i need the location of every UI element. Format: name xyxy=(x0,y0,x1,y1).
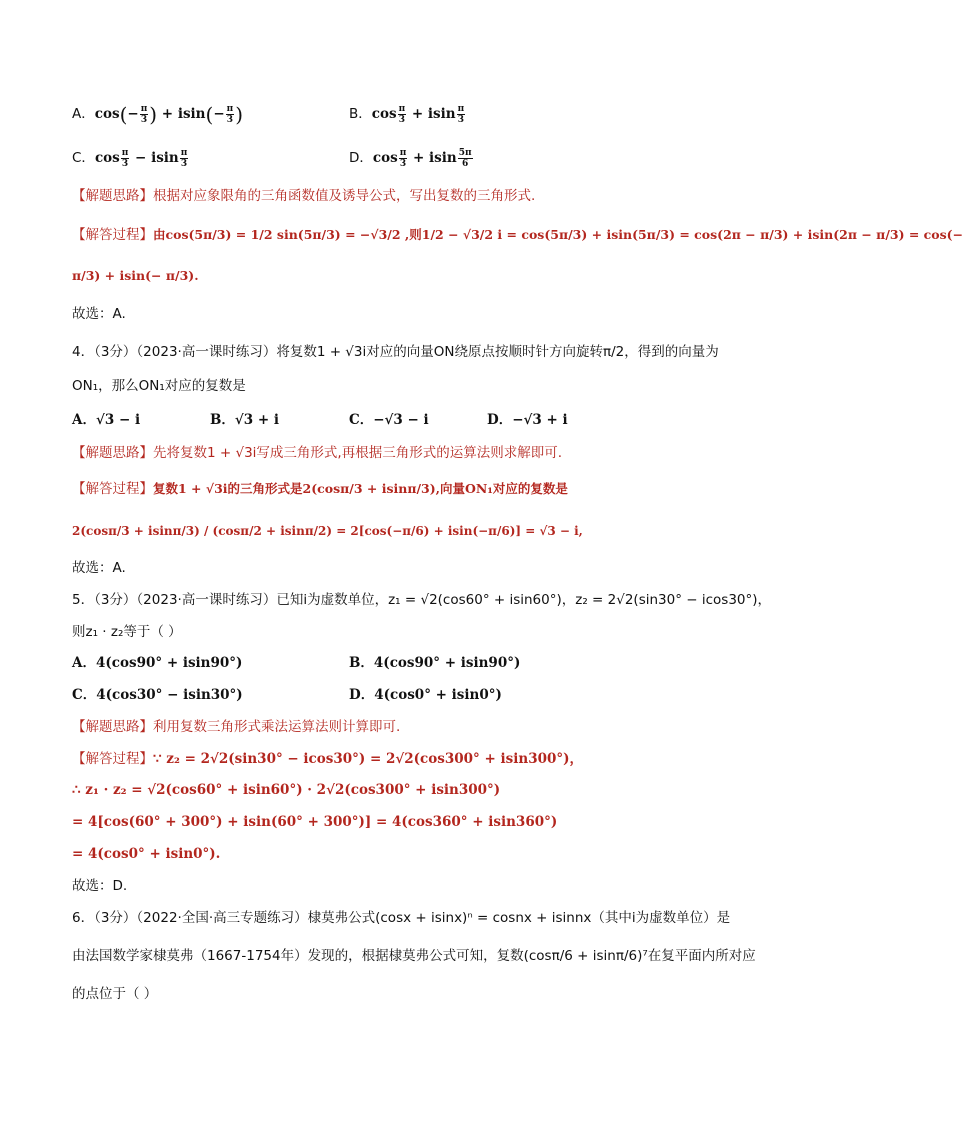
q3-option-c-label: C． xyxy=(72,150,95,166)
q4-thinking xyxy=(72,443,562,463)
q4-option-a: A．√3 − i xyxy=(72,412,141,428)
q4-thinking-tag: 【解题思路】 xyxy=(72,445,153,461)
q5-option-c: C．4(cos30° − isin30°) xyxy=(72,687,243,703)
q4-process-tag: 【解答过程】 xyxy=(72,481,153,497)
q4-thinking-text: 先将复数1 + √3i写成三角形式,再根据三角形式的运算法则求解即可. xyxy=(153,445,563,461)
q5-option-d: D．4(cos0° + isin0°) xyxy=(349,687,502,703)
q5-thinking xyxy=(72,717,400,737)
q4-option-c: C．−√3 − i xyxy=(349,412,429,428)
q5-process-line-4: = 4(cos0° + isin0°). xyxy=(72,846,221,862)
q3-answer: 故选：A. xyxy=(72,306,126,322)
q4-stem-line-2: ON₁，那么ON₁对应的复数是 xyxy=(72,378,246,394)
q5-process-line-1 xyxy=(72,749,583,769)
q3-option-b: B．cos $\frac{\pi}{3}$ + isin $\frac{\pi}{3}$ xyxy=(349,104,465,125)
q4-option-d: D．−√3 + i xyxy=(487,412,568,428)
q5-stem-line-2: 则z₁ · z₂等于（ ） xyxy=(72,624,182,640)
q3-thinking xyxy=(72,186,535,206)
q3-option-a-label: A． xyxy=(72,106,95,122)
q3-thinking-tag: 【解题思路】 xyxy=(72,188,153,204)
q3-option-a: A．cos(− $\frac{\pi}{3}$ ) + isin(− $\frac{\pi}{3}$ ) xyxy=(72,102,244,127)
q5-thinking-text: 利用复数三角形式乘法运算法则计算即可. xyxy=(153,719,401,735)
q3-option-c: C．cos $\frac{\pi}{3}$ − isin $\frac{\pi}{3}$ xyxy=(72,148,188,169)
q5-process-tag: 【解答过程】 xyxy=(72,751,153,767)
q3-process-tag: 【解答过程】 xyxy=(72,227,153,243)
q5-stem-line-1: 5．（3分）（2023·高一课时练习）已知i为虚数单位，z₁ = √2(cos60° + isin60°)，z₂ = 2√2(sin30° − icos30°)， xyxy=(72,592,772,608)
q5-answer: 故选：D. xyxy=(72,878,128,894)
q4-option-b: B．√3 + i xyxy=(210,412,280,428)
q5-thinking-tag: 【解题思路】 xyxy=(72,719,153,735)
q5-process-line-3: = 4[cos(60° + 300°) + isin(60° + 300°)] = 4(cos360° + isin360°) xyxy=(72,814,558,830)
q3-thinking-text: 根据对应象限角的三角函数值及诱导公式，写出复数的三角形式. xyxy=(153,188,536,204)
q3-process-text-1: 由cos(5π/3) = 1/2 sin(5π/3) = −√3/2 ,则1/2 − √3/2 i = cos(5π/3) + isin(5π/3) = cos(2π − π/3) + isin(2π − π/3) = cos(− xyxy=(153,227,963,242)
q4-process-line-2: 2(cosπ/3 + isinπ/3) / (cosπ/2 + isinπ/2) = 2[cos(−π/6) + isin(−π/6)] = √3 − i, xyxy=(72,524,583,538)
q5-process-line-2: ∴ z₁ · z₂ = √2(cos60° + isin60°) · 2√2(cos300° + isin300°) xyxy=(72,782,501,798)
q5-option-a: A．4(cos90° + isin90°) xyxy=(72,655,243,671)
q3-option-d-label: D． xyxy=(349,150,373,166)
q6-stem-line-2: 由法国数学家棣莫弗（1667-1754年）发现的，根据棣莫弗公式可知，复数(cosπ/6 + isinπ/6)⁷在复平面内所对应 xyxy=(72,948,756,964)
q4-process-line-1 xyxy=(72,479,568,499)
q3-option-b-label: B． xyxy=(349,106,372,122)
q4-stem-line-1: 4．（3分）（2023·高一课时练习）将复数1 + √3i对应的向量ON绕原点按顺时针方向旋转π/2，得到的向量为 xyxy=(72,344,719,360)
q5-option-b: B．4(cos90° + isin90°) xyxy=(349,655,521,671)
q3-process-line-2: π/3) + isin(− π/3). xyxy=(72,268,199,283)
q3-process-line-1 xyxy=(72,225,963,245)
q3-option-d: D．cos $\frac{\pi}{3}$ + isin $\frac{5\pi}{6}$ xyxy=(349,148,472,169)
q5-process-text-1: ∵ z₂ = 2√2(sin30° − icos30°) = 2√2(cos300° + isin300°)， xyxy=(153,751,584,767)
q4-process-text-1: 复数1 + √3i的三角形式是2(cosπ/3 + isinπ/3),向量ON₁对应的复数是 xyxy=(153,481,568,496)
q4-answer: 故选：A. xyxy=(72,560,126,576)
q6-stem-line-3: 的点位于（ ） xyxy=(72,986,158,1002)
q6-stem-line-1: 6．（3分）（2022·全国·高三专题练习）棣莫弗公式(cosx + isinx)ⁿ = cosnx + isinnx（其中i为虚数单位）是 xyxy=(72,910,731,926)
